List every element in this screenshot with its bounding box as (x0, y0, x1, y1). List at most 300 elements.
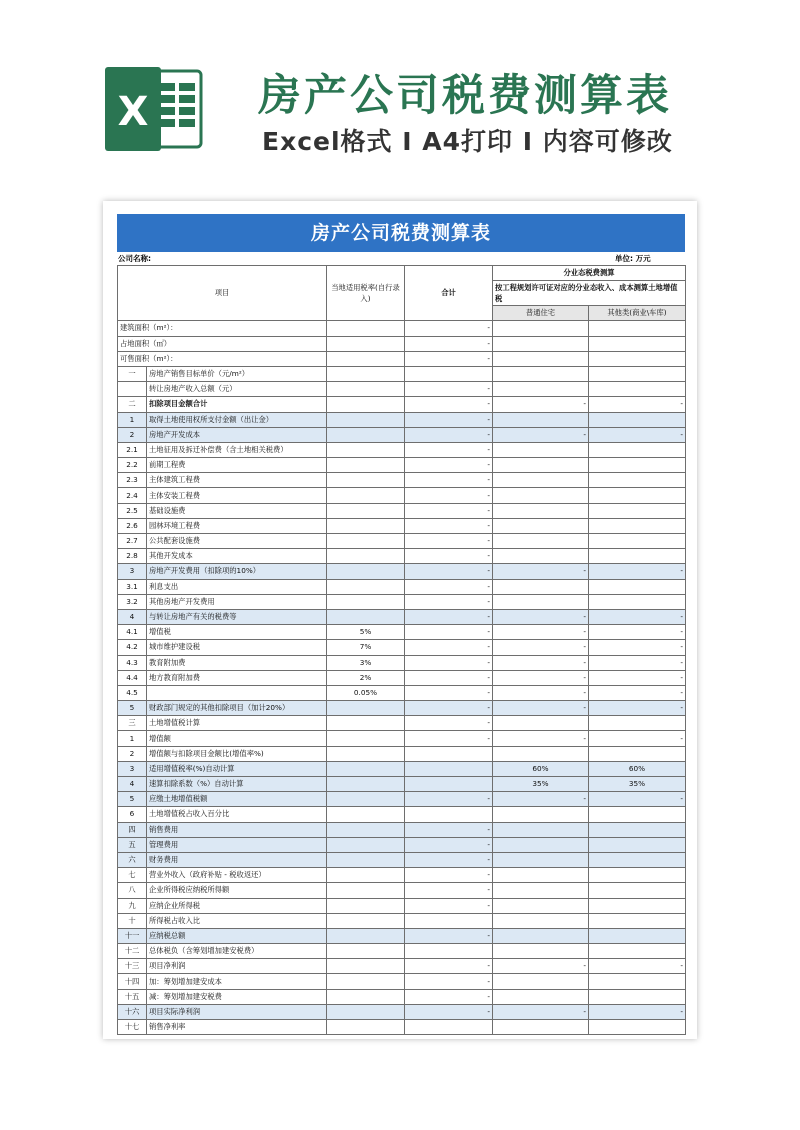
table-row (118, 625, 686, 640)
rate-cell[interactable] (327, 670, 405, 685)
tax-table (117, 265, 686, 1035)
row-label[interactable]: 销售净利率 (147, 1020, 327, 1035)
row-number[interactable]: 4.3 (118, 655, 147, 670)
total-cell[interactable]: - (405, 321, 493, 336)
other-cell[interactable] (589, 366, 686, 381)
residential-cell[interactable] (493, 534, 589, 549)
residential-cell[interactable] (493, 382, 589, 397)
rate-cell[interactable] (327, 442, 405, 457)
residential-cell[interactable]: - (493, 655, 589, 670)
rate-cell[interactable] (327, 822, 405, 837)
row-number[interactable]: 4.5 (118, 685, 147, 700)
rate-cell[interactable] (327, 852, 405, 867)
residential-cell[interactable] (493, 579, 589, 594)
other-cell[interactable] (589, 594, 686, 609)
other-cell[interactable] (589, 351, 686, 366)
table-row (118, 913, 686, 928)
row-label[interactable]: 占地面积（㎡） (118, 336, 327, 351)
row-label[interactable]: 主体安装工程费 (147, 488, 327, 503)
other-cell[interactable] (589, 807, 686, 822)
total-cell[interactable]: - (405, 579, 493, 594)
row-number[interactable]: 四 (118, 822, 147, 837)
other-cell[interactable] (589, 989, 686, 1004)
residential-cell[interactable]: - (493, 397, 589, 412)
total-cell[interactable]: - (405, 594, 493, 609)
total-cell[interactable]: - (405, 412, 493, 427)
other-cell[interactable] (589, 898, 686, 913)
other-cell[interactable] (589, 336, 686, 351)
other-cell[interactable]: - (589, 792, 686, 807)
rate-cell[interactable] (327, 989, 405, 1004)
row-label[interactable]: 房地产销售目标单价（元/m²） (147, 366, 327, 381)
residential-cell[interactable]: - (493, 625, 589, 640)
rate-cell[interactable] (327, 777, 405, 792)
other-cell[interactable]: 60% (589, 761, 686, 776)
row-label[interactable]: 销售费用 (147, 822, 327, 837)
table-row (118, 974, 686, 989)
row-label[interactable]: 前期工程费 (147, 458, 327, 473)
row-label[interactable]: 应缴土地增值税额 (147, 792, 327, 807)
total-cell[interactable]: - (405, 1004, 493, 1019)
table-row (118, 351, 686, 366)
row-label[interactable]: 增值额与扣除项目金额比(增值率%) (147, 746, 327, 761)
row-label[interactable]: 增值税 (147, 625, 327, 640)
rate-cell[interactable] (327, 746, 405, 761)
residential-cell[interactable] (493, 868, 589, 883)
total-cell[interactable]: - (405, 534, 493, 549)
other-cell[interactable] (589, 579, 686, 594)
total-cell[interactable]: - (405, 716, 493, 731)
table-row (118, 321, 686, 336)
row-number[interactable]: 2 (118, 427, 147, 442)
row-label[interactable]: 土地征用及拆迁补偿费（含土地相关税费） (147, 442, 327, 457)
row-label[interactable]: 总体税负（含筹划增加建安税费） (147, 944, 327, 959)
total-cell[interactable]: - (405, 989, 493, 1004)
row-label[interactable]: 房地产开发成本 (147, 427, 327, 442)
row-number[interactable]: 1 (118, 731, 147, 746)
row-number[interactable]: 4.4 (118, 670, 147, 685)
row-label[interactable]: 加：筹划增加建安成本 (147, 974, 327, 989)
rate-cell[interactable] (327, 868, 405, 883)
row-label[interactable]: 减：筹划增加建安税费 (147, 989, 327, 1004)
sheet-title: 房产公司税费测算表 (117, 214, 685, 252)
row-number[interactable]: 七 (118, 868, 147, 883)
rate-cell[interactable] (327, 761, 405, 776)
other-cell[interactable] (589, 382, 686, 397)
rate-cell[interactable] (327, 336, 405, 351)
row-number[interactable]: 十六 (118, 1004, 147, 1019)
residential-cell[interactable] (493, 913, 589, 928)
residential-cell[interactable] (493, 807, 589, 822)
residential-cell[interactable] (493, 883, 589, 898)
other-cell[interactable]: 35% (589, 777, 686, 792)
total-cell[interactable]: - (405, 518, 493, 533)
total-cell[interactable]: - (405, 701, 493, 716)
row-label[interactable]: 教育附加费 (147, 655, 327, 670)
other-cell[interactable] (589, 716, 686, 731)
other-cell[interactable] (589, 549, 686, 564)
row-number[interactable]: 一 (118, 366, 147, 381)
other-cell[interactable]: - (589, 670, 686, 685)
total-cell[interactable]: - (405, 928, 493, 943)
row-label[interactable] (147, 685, 327, 700)
rate-cell[interactable] (327, 731, 405, 746)
row-number[interactable]: 2.6 (118, 518, 147, 533)
residential-cell[interactable]: - (493, 670, 589, 685)
rate-cell[interactable] (327, 397, 405, 412)
row-label[interactable]: 适用增值税率(%)自动计算 (147, 761, 327, 776)
total-cell[interactable]: - (405, 822, 493, 837)
total-cell[interactable] (405, 944, 493, 959)
residential-cell[interactable] (493, 366, 589, 381)
row-label[interactable]: 基础设施费 (147, 503, 327, 518)
row-number[interactable]: 4 (118, 777, 147, 792)
other-cell[interactable] (589, 746, 686, 761)
rate-cell[interactable] (327, 655, 405, 670)
row-number[interactable]: 5 (118, 792, 147, 807)
row-number[interactable]: 3.1 (118, 579, 147, 594)
row-label[interactable]: 土地增值税占收入百分比 (147, 807, 327, 822)
row-number[interactable]: 十七 (118, 1020, 147, 1035)
row-number[interactable]: 八 (118, 883, 147, 898)
total-cell[interactable] (405, 761, 493, 776)
total-cell[interactable]: - (405, 670, 493, 685)
rate-cell[interactable] (327, 534, 405, 549)
row-number[interactable] (118, 382, 147, 397)
rate-cell[interactable] (327, 427, 405, 442)
residential-cell[interactable] (493, 928, 589, 943)
rate-cell[interactable] (327, 1020, 405, 1035)
total-cell[interactable]: - (405, 549, 493, 564)
total-cell[interactable]: - (405, 503, 493, 518)
total-cell[interactable]: - (405, 442, 493, 457)
row-number[interactable]: 十二 (118, 944, 147, 959)
row-number[interactable]: 六 (118, 852, 147, 867)
residential-cell[interactable] (493, 518, 589, 533)
residential-cell[interactable] (493, 473, 589, 488)
rate-cell[interactable] (327, 625, 405, 640)
residential-cell[interactable] (493, 488, 589, 503)
row-label[interactable]: 园林环境工程费 (147, 518, 327, 533)
other-cell[interactable] (589, 852, 686, 867)
total-cell[interactable]: - (405, 685, 493, 700)
header-residential: 普通住宅 (493, 306, 589, 321)
row-number[interactable]: 2 (118, 746, 147, 761)
residential-cell[interactable] (493, 549, 589, 564)
rate-value: 5% (359, 627, 372, 637)
residential-cell[interactable]: 35% (493, 777, 589, 792)
row-number[interactable]: 4 (118, 609, 147, 624)
total-cell[interactable]: - (405, 731, 493, 746)
other-cell[interactable]: - (589, 625, 686, 640)
total-cell[interactable]: - (405, 336, 493, 351)
row-number[interactable]: 4.2 (118, 640, 147, 655)
rate-cell[interactable] (327, 944, 405, 959)
rate-cell[interactable] (327, 640, 405, 655)
residential-cell[interactable]: - (493, 427, 589, 442)
total-cell[interactable] (405, 1020, 493, 1035)
total-cell[interactable]: - (405, 564, 493, 579)
row-label[interactable]: 利息支出 (147, 579, 327, 594)
rate-cell[interactable] (327, 382, 405, 397)
residential-cell[interactable] (493, 944, 589, 959)
total-cell[interactable]: - (405, 837, 493, 852)
other-cell[interactable] (589, 944, 686, 959)
other-cell[interactable] (589, 458, 686, 473)
row-label[interactable]: 增值额 (147, 731, 327, 746)
residential-cell[interactable] (493, 837, 589, 852)
row-number[interactable]: 2.3 (118, 473, 147, 488)
other-cell[interactable] (589, 518, 686, 533)
row-number[interactable]: 十 (118, 913, 147, 928)
row-number[interactable]: 十五 (118, 989, 147, 1004)
rate-cell[interactable] (327, 1004, 405, 1019)
residential-cell[interactable] (493, 746, 589, 761)
row-number[interactable]: 3 (118, 564, 147, 579)
row-number[interactable]: 4.1 (118, 625, 147, 640)
table-row (118, 579, 686, 594)
row-label[interactable]: 项目净利润 (147, 959, 327, 974)
other-cell[interactable]: - (589, 655, 686, 670)
total-cell[interactable]: - (405, 792, 493, 807)
row-number[interactable]: 2.7 (118, 534, 147, 549)
other-cell[interactable] (589, 868, 686, 883)
row-label[interactable]: 主体建筑工程费 (147, 473, 327, 488)
residential-cell[interactable]: - (493, 1004, 589, 1019)
other-cell[interactable]: - (589, 640, 686, 655)
rate-cell[interactable] (327, 974, 405, 989)
residential-cell[interactable] (493, 458, 589, 473)
total-cell[interactable] (405, 777, 493, 792)
row-label[interactable]: 建筑面积（m²）： (118, 321, 327, 336)
table-row (118, 564, 686, 579)
other-cell[interactable] (589, 412, 686, 427)
row-label[interactable]: 项目实际净利润 (147, 1004, 327, 1019)
residential-cell[interactable] (493, 852, 589, 867)
row-number[interactable]: 十三 (118, 959, 147, 974)
other-cell[interactable]: - (589, 564, 686, 579)
rate-cell[interactable] (327, 366, 405, 381)
row-number[interactable]: 二 (118, 397, 147, 412)
row-number[interactable]: 2.2 (118, 458, 147, 473)
table-row (118, 898, 686, 913)
total-cell[interactable] (405, 366, 493, 381)
other-cell[interactable] (589, 1020, 686, 1035)
rate-cell[interactable] (327, 685, 405, 700)
row-label[interactable]: 公共配套设施费 (147, 534, 327, 549)
residential-cell[interactable]: - (493, 731, 589, 746)
row-label[interactable]: 应纳税总额 (147, 928, 327, 943)
rate-cell[interactable] (327, 579, 405, 594)
other-cell[interactable]: - (589, 731, 686, 746)
total-cell[interactable] (405, 807, 493, 822)
row-number[interactable]: 5 (118, 701, 147, 716)
row-label[interactable]: 转让房地产收入总额（元） (147, 382, 327, 397)
other-cell[interactable] (589, 822, 686, 837)
rate-cell[interactable] (327, 792, 405, 807)
row-number[interactable]: 2.5 (118, 503, 147, 518)
row-number[interactable]: 三 (118, 716, 147, 731)
other-cell[interactable]: - (589, 685, 686, 700)
residential-cell[interactable]: - (493, 609, 589, 624)
rate-cell[interactable] (327, 473, 405, 488)
residential-cell[interactable] (493, 898, 589, 913)
row-number[interactable]: 1 (118, 412, 147, 427)
row-label[interactable]: 营业外收入（政府补贴 - 税收返还） (147, 868, 327, 883)
table-row (118, 716, 686, 731)
total-cell[interactable]: - (405, 351, 493, 366)
row-number[interactable]: 十四 (118, 974, 147, 989)
total-cell[interactable]: - (405, 609, 493, 624)
rate-cell[interactable] (327, 807, 405, 822)
row-label[interactable]: 其他开发成本 (147, 549, 327, 564)
row-number[interactable]: 2.4 (118, 488, 147, 503)
rate-cell[interactable] (327, 898, 405, 913)
total-cell[interactable]: - (405, 427, 493, 442)
other-cell[interactable] (589, 442, 686, 457)
row-label[interactable]: 财政部门规定的其他扣除项目（加计20%） (147, 701, 327, 716)
row-number[interactable]: 十一 (118, 928, 147, 943)
row-label[interactable]: 企业所得税应纳税所得额 (147, 883, 327, 898)
row-label[interactable]: 其他房地产开发费用 (147, 594, 327, 609)
rate-cell[interactable] (327, 518, 405, 533)
other-cell[interactable] (589, 488, 686, 503)
rate-cell[interactable] (327, 701, 405, 716)
table-row (118, 473, 686, 488)
rate-cell[interactable] (327, 837, 405, 852)
total-cell[interactable]: - (405, 488, 493, 503)
rate-cell[interactable] (327, 351, 405, 366)
residential-cell[interactable]: - (493, 640, 589, 655)
rate-cell[interactable] (327, 488, 405, 503)
residential-cell[interactable] (493, 321, 589, 336)
rate-value: 7% (359, 642, 372, 652)
other-cell[interactable] (589, 321, 686, 336)
residential-cell[interactable]: - (493, 792, 589, 807)
residential-cell[interactable] (493, 1020, 589, 1035)
row-label[interactable]: 可售面积（m²）： (118, 351, 327, 366)
other-cell[interactable] (589, 534, 686, 549)
total-cell[interactable] (405, 913, 493, 928)
total-cell[interactable]: - (405, 852, 493, 867)
residential-cell[interactable] (493, 822, 589, 837)
rate-cell[interactable] (327, 458, 405, 473)
other-cell[interactable]: - (589, 1004, 686, 1019)
other-cell[interactable] (589, 974, 686, 989)
row-number[interactable]: 2.1 (118, 442, 147, 457)
rate-cell[interactable] (327, 609, 405, 624)
residential-cell[interactable] (493, 503, 589, 518)
total-cell[interactable]: - (405, 382, 493, 397)
table-row (118, 883, 686, 898)
total-cell[interactable]: - (405, 868, 493, 883)
rate-cell[interactable] (327, 928, 405, 943)
rate-cell[interactable] (327, 549, 405, 564)
residential-cell[interactable] (493, 989, 589, 1004)
other-cell[interactable] (589, 883, 686, 898)
row-label[interactable]: 应纳企业所得税 (147, 898, 327, 913)
residential-cell[interactable]: - (493, 685, 589, 700)
total-cell[interactable]: - (405, 397, 493, 412)
rate-cell[interactable] (327, 503, 405, 518)
header-group-sub: 按工程规划许可证对应的分业态收入、成本测算土地增值税 (493, 281, 686, 306)
residential-cell[interactable] (493, 412, 589, 427)
total-cell[interactable]: - (405, 883, 493, 898)
row-label[interactable]: 房地产开发费用（扣除项的10%） (147, 564, 327, 579)
other-cell[interactable]: - (589, 397, 686, 412)
other-cell[interactable]: - (589, 959, 686, 974)
residential-cell[interactable] (493, 351, 589, 366)
other-cell[interactable] (589, 503, 686, 518)
total-cell[interactable]: - (405, 473, 493, 488)
rate-cell[interactable] (327, 412, 405, 427)
rate-cell[interactable] (327, 564, 405, 579)
rate-cell[interactable] (327, 959, 405, 974)
row-number[interactable]: 3 (118, 761, 147, 776)
residential-cell[interactable]: 60% (493, 761, 589, 776)
residential-cell[interactable]: - (493, 701, 589, 716)
row-label[interactable]: 财务费用 (147, 852, 327, 867)
total-cell[interactable]: - (405, 458, 493, 473)
other-cell[interactable] (589, 473, 686, 488)
other-cell[interactable] (589, 837, 686, 852)
total-cell[interactable]: - (405, 655, 493, 670)
total-cell[interactable] (405, 746, 493, 761)
rate-cell[interactable] (327, 913, 405, 928)
total-cell[interactable]: - (405, 898, 493, 913)
row-number[interactable]: 2.8 (118, 549, 147, 564)
rate-value: 0.05% (353, 687, 378, 697)
table-row (118, 488, 686, 503)
total-cell[interactable]: - (405, 959, 493, 974)
row-number[interactable]: 九 (118, 898, 147, 913)
rate-cell[interactable] (327, 321, 405, 336)
residential-cell[interactable] (493, 442, 589, 457)
row-label[interactable]: 取得土地使用权所支付金额（出让金） (147, 412, 327, 427)
row-label[interactable]: 扣除项目金额合计 (147, 397, 327, 412)
other-cell[interactable]: - (589, 427, 686, 442)
row-label[interactable]: 所得税占收入比 (147, 913, 327, 928)
table-row (118, 792, 686, 807)
rate-cell[interactable] (327, 716, 405, 731)
row-label[interactable]: 城市维护建设税 (147, 640, 327, 655)
row-number[interactable]: 五 (118, 837, 147, 852)
residential-cell[interactable] (493, 594, 589, 609)
total-cell[interactable]: - (405, 974, 493, 989)
row-number[interactable]: 6 (118, 807, 147, 822)
total-cell[interactable]: - (405, 640, 493, 655)
table-row (118, 336, 686, 351)
total-cell[interactable]: - (405, 625, 493, 640)
rate-cell[interactable] (327, 883, 405, 898)
residential-cell[interactable] (493, 336, 589, 351)
residential-cell[interactable] (493, 716, 589, 731)
row-label[interactable]: 地方教育附加费 (147, 670, 327, 685)
row-number[interactable]: 3.2 (118, 594, 147, 609)
other-cell[interactable] (589, 913, 686, 928)
residential-cell[interactable]: - (493, 564, 589, 579)
other-cell[interactable] (589, 928, 686, 943)
residential-cell[interactable] (493, 974, 589, 989)
other-cell[interactable]: - (589, 701, 686, 716)
row-label[interactable]: 管理费用 (147, 837, 327, 852)
other-cell[interactable]: - (589, 609, 686, 624)
row-label[interactable]: 土地增值税计算 (147, 716, 327, 731)
row-label[interactable]: 速算扣除系数（%）自动计算 (147, 777, 327, 792)
rate-cell[interactable] (327, 594, 405, 609)
residential-cell[interactable]: - (493, 959, 589, 974)
row-label[interactable]: 与转让房地产有关的税费等 (147, 609, 327, 624)
